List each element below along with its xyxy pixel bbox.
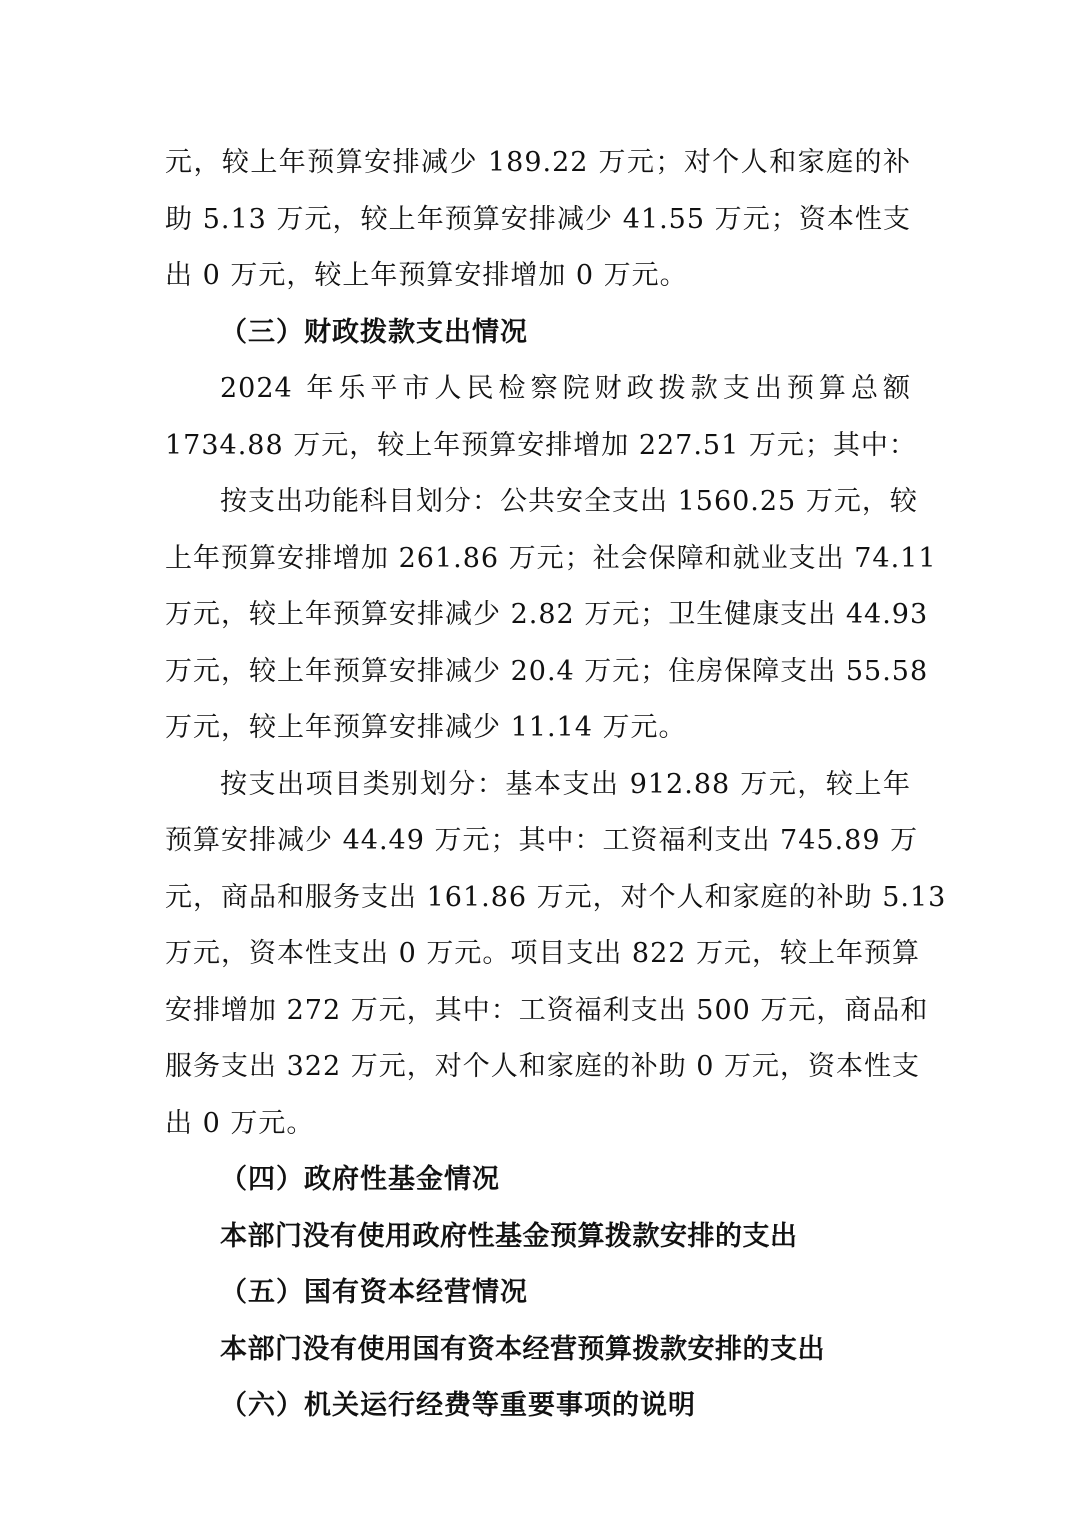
section-heading-5: （五）国有资本经营情况: [220, 1277, 528, 1308]
section-heading-6: （六）机关运行经费等重要事项的说明: [220, 1390, 696, 1421]
text-line: 预算安排减少 44.49 万元；其中：工资福利支出 745.89 万: [165, 825, 919, 856]
text-line: 助 5.13 万元，较上年预算安排减少 41.55 万元；资本性支: [165, 203, 911, 235]
text-line: 万元，较上年预算安排减少 2.82 万元；卫生健康支出 44.93: [165, 599, 929, 630]
section3-paragraph-3: [165, 757, 947, 1153]
continuation-paragraph: [165, 135, 911, 305]
text-line: 元，较上年预算安排减少 189.22 万元；对个人和家庭的补: [165, 147, 911, 178]
text-line: 服务支出 322 万元，对个人和家庭的补助 0 万元，资本性支: [165, 1051, 921, 1082]
section-heading-4: （四）政府性基金情况: [220, 1164, 500, 1195]
text-line: 按支出项目类别划分：基本支出 912.88 万元，较上年: [220, 768, 911, 800]
section3-paragraph-2: [165, 474, 937, 757]
text-line: 万元，资本性支出 0 万元。项目支出 822 万元，较上年预算: [165, 938, 921, 969]
document-body: [165, 135, 947, 1435]
section4-text: 本部门没有使用政府性基金预算拨款安排的支出: [220, 1220, 798, 1252]
text-line: 万元，较上年预算安排减少 11.14 万元。: [165, 712, 687, 743]
text-line: 出 0 万元，较上年预算安排增加 0 万元。: [165, 260, 688, 291]
text-line: 出 0 万元。: [165, 1107, 315, 1139]
text-line: 元，商品和服务支出 161.86 万元，对个人和家庭的补助 5.13: [165, 881, 947, 913]
section3-paragraph-1: [165, 361, 917, 474]
text-line: 万元，较上年预算安排减少 20.4 万元；住房保障支出 55.58: [165, 655, 929, 687]
text-line: 2024 年乐平市人民检察院财政拨款支出预算总额: [220, 373, 911, 404]
section5-text: 本部门没有使用国有资本经营预算拨款安排的支出: [220, 1333, 825, 1365]
section-heading-3: （三）财政拨款支出情况: [220, 316, 528, 348]
text-line: 安排增加 272 万元，其中：工资福利支出 500 万元，商品和: [165, 994, 929, 1026]
text-line: 上年预算安排增加 261.86 万元；社会保障和就业支出 74.11: [165, 542, 937, 574]
text-line: 按支出功能科目划分：公共安全支出 1560.25 万元，较: [220, 486, 918, 517]
text-line: 1734.88 万元，较上年预算安排增加 227.51 万元；其中：: [165, 429, 917, 461]
